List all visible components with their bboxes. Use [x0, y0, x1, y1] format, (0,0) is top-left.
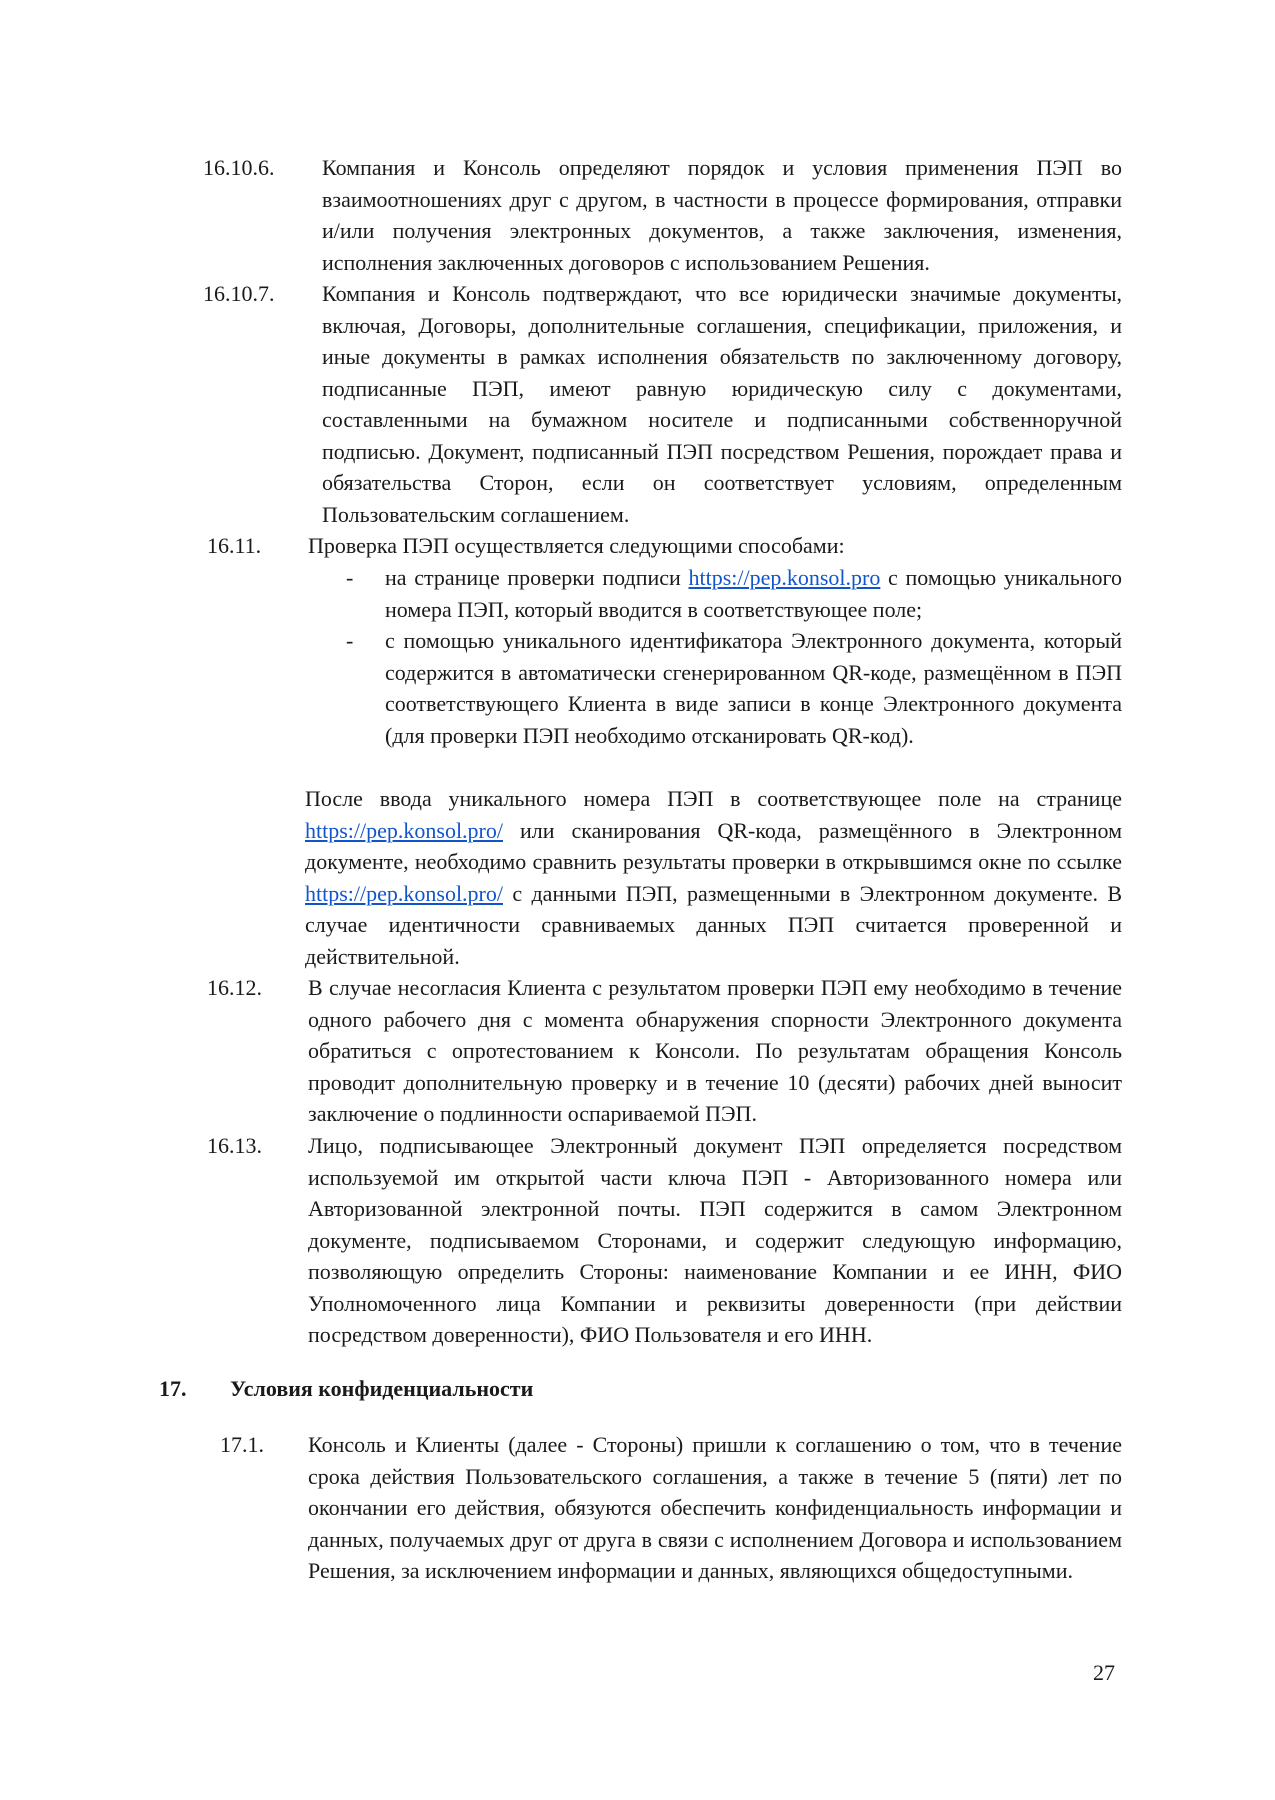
pep-link-2[interactable]: https://pep.konsol.pro/ [305, 817, 503, 843]
pep-link[interactable]: https://pep.konsol.pro [688, 565, 881, 590]
bullet-1-text-before: на странице проверки подписи [385, 565, 689, 590]
clause-intro-16-11: Проверка ПЭП осуществляется следующими способами: [308, 533, 845, 558]
clause-text-16-10-7: Компания и Консоль подтверждают, что все юридически значимые документы, включая, Договоры, дополнительные соглашения, спецификации, приложения, и иные документы в рамках исполнения обязательств по заключенному договору, подписанные ПЭП, имеют равную юридическую силу с документами, составленными на бумажном носителе и подписанными собственноручной подписью. Документ, подписанный ПЭП посредством Решения, порождает права и обязательства Сторон, если он соответствует условиям, определенным Пользовательским соглашением. [322, 281, 1122, 527]
section-title-17: Условия конфиденциальности [230, 1376, 534, 1401]
clause-text-16-12: В случае несогласия Клиента с результатом проверки ПЭП ему необходимо в течение одного рабочего дня с момента обнаружения спорности Электронного документа обратиться с опротестованием к Консоли. По результатам обращения Консоль проводит дополнительную проверку и в течение 10 (десяти) рабочих дней выносит заключение о подлинности оспариваемой ПЭП. [308, 975, 1122, 1126]
clause-number-16-10-7: 16.10.7. [203, 281, 275, 306]
clause-number-16-12: 16.12. [207, 975, 262, 1000]
clause-number-16-11: 16.11. [207, 533, 262, 558]
clause-number-17-1: 17.1. [220, 1432, 264, 1457]
bullet-dash: - [346, 628, 354, 653]
section-number-17: 17. [159, 1376, 187, 1401]
clause-text-17-1: Консоль и Клиенты (далее - Стороны) пришли к соглашению о том, что в течение срока действия Пользовательского соглашения, а также в течение 5 (пяти) лет по окончании его действия, обязуются обеспечить конфиденциальность информации и данных, получаемых друг от друга в связи с исполнением Договора и использованием Решения, за исключением информации и данных, являющихся общедоступными. [308, 1432, 1122, 1583]
clause-number-16-13: 16.13. [207, 1133, 262, 1158]
bullet-item-2: с помощью уникального идентификатора Электронного документа, который содержится в автоматически сгенерированном QR-коде, размещённом в ПЭП соответствующего Клиента в виде записи в конце Электронного документа (для проверки ПЭП необходимо отсканировать QR-код). [385, 628, 1122, 748]
pep-link-3[interactable]: https://pep.konsol.pro/ [305, 880, 503, 906]
bullet-dash: - [346, 565, 354, 590]
after-text-3: с данными ПЭП, размещенными в Электронном документе. В случае идентичности сравниваемых данных ПЭП считается проверенной и действительной. [305, 880, 1122, 969]
bullet-item-1 [385, 562, 1122, 625]
bullet-1-text-after: с помощью уникального номера ПЭП, который вводится в соответствующее поле; [385, 565, 1122, 622]
after-text-2: или сканирования QR-кода, размещённого в Электронном документе, необходимо сравнить результаты проверки в открывшимся окне по ссылке [305, 817, 1122, 874]
clause-number-16-10-6: 16.10.6. [203, 155, 275, 180]
after-text-1: После ввода уникального номера ПЭП в соответствующее поле на странице [305, 786, 1122, 811]
clause-paragraph-16-11-after [305, 783, 1122, 972]
clause-text-16-10-6: Компания и Консоль определяют порядок и условия применения ПЭП во взаимоотношениях друг с другом, в частности в процессе формирования, отправки и/или получения электронных документов, а также заключения, изменения, исполнения заключенных договоров с использованием Решения. [322, 155, 1122, 275]
page-number: 27 [1093, 1660, 1115, 1685]
clause-text-16-13: Лицо, подписывающее Электронный документ ПЭП определяется посредством используемой им открытой части ключа ПЭП - Авторизованного номера или Авторизованной электронной почты. ПЭП содержится в самом Электронном документе, подписываемом Сторонами, и содержит следующую информацию, позволяющую определить Стороны: наименование Компании и ее ИНН, ФИО Уполномоченного лица Компании и реквизиты доверенности (при действии посредством доверенности), ФИО Пользователя и его ИНН. [308, 1133, 1122, 1347]
